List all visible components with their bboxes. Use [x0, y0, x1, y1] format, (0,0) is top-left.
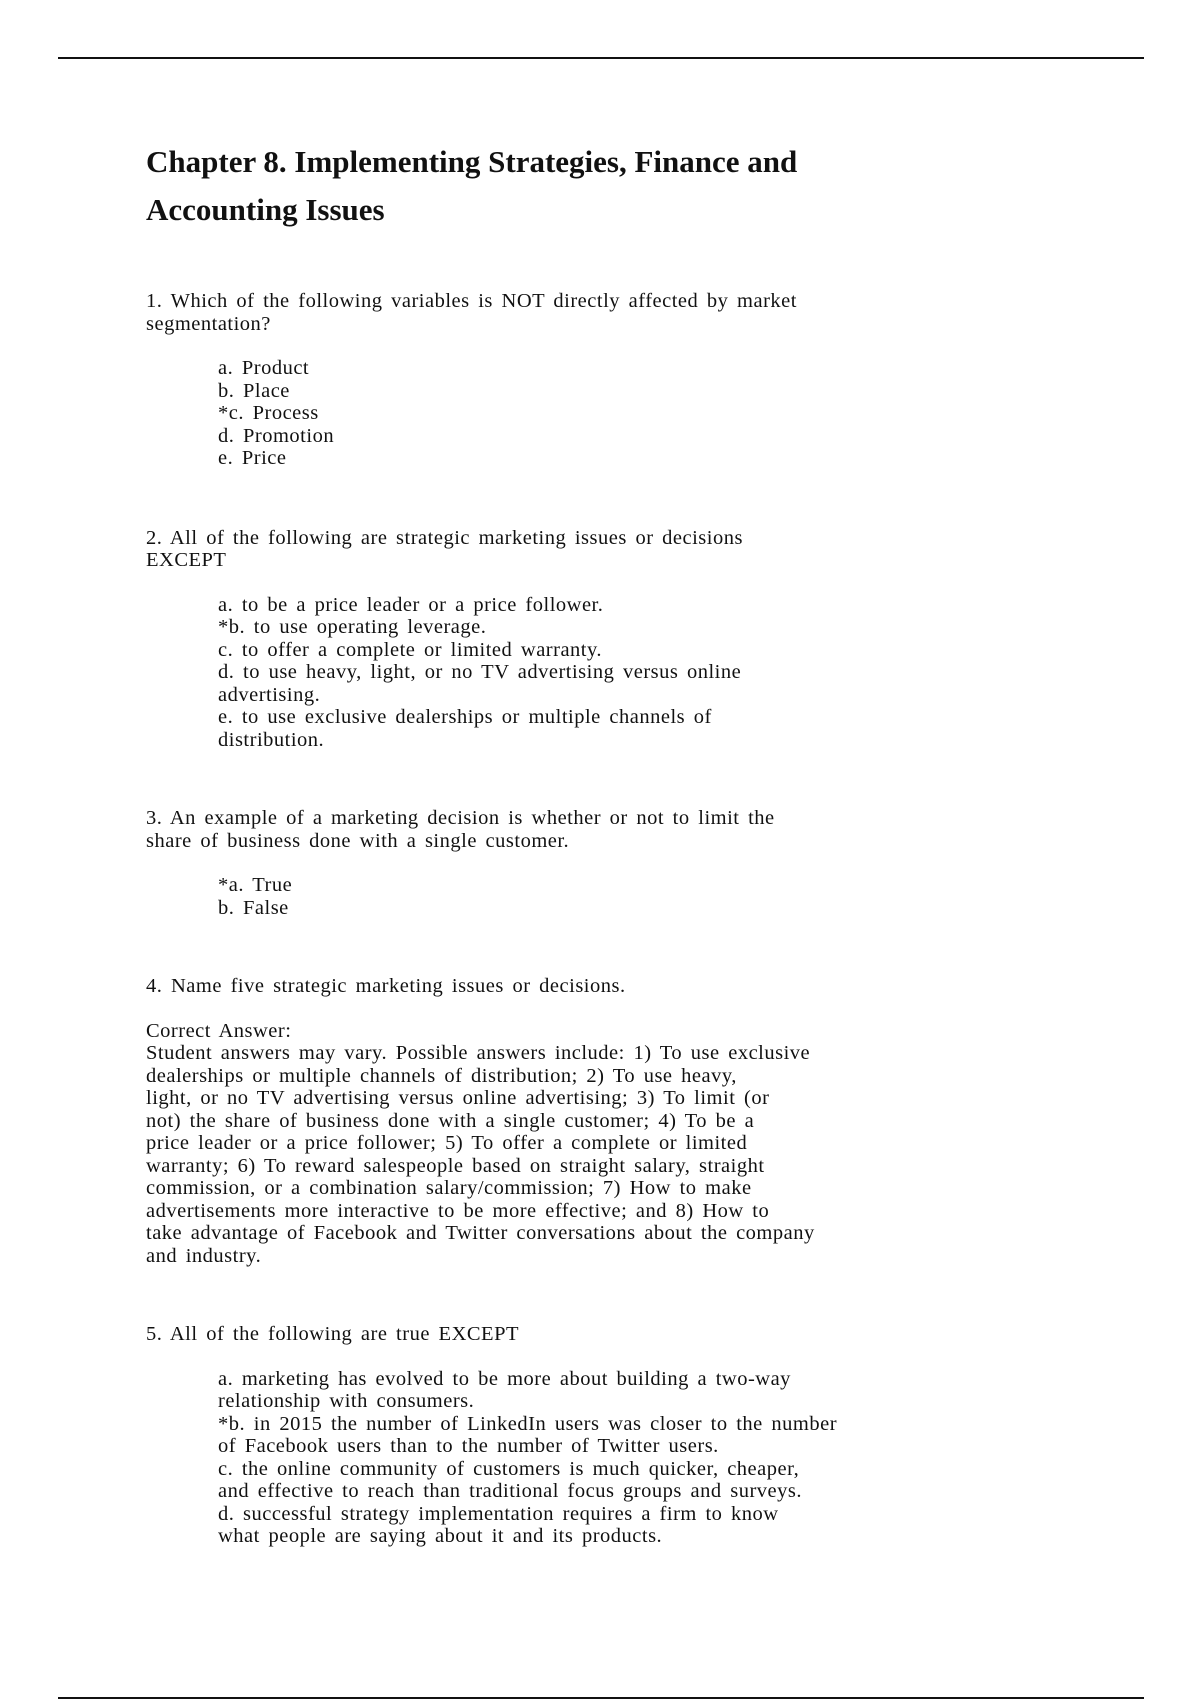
question-1-options: [218, 357, 1016, 470]
question-5-options: [218, 1368, 1016, 1548]
option-b: b. False: [218, 896, 289, 919]
question-1: [146, 290, 1016, 470]
option-c-correct: *c. Process: [218, 402, 319, 424]
question-3-options: [218, 874, 1016, 919]
correct-answer-text: Student answers may vary. Possible answers include: 1) To use exclusive dealerships or multiple channels of distribution; 2) To use heavy, light, or no TV advertising versus online advertising; 3) To limit (or not) the share of business done with a single customer; 4) To be a price leader or a price follower; 5) To offer a complete or limited warranty; 6) To reward salespeople based on straight salary, straight commission, or a combination salary/commission; 7) How to make advertisements more interactive to be more effective; and 8) How to take advantage of Facebook and Twitter conversations about the company and industry.: [146, 1042, 815, 1267]
document-body: [146, 138, 1016, 1548]
chapter-title-line-1: Chapter 8. Implementing Strategies, Finance and: [146, 144, 798, 179]
option-d: d. successful strategy implementation requires a firm to know: [218, 1502, 779, 1525]
option-c: c. to offer a complete or limited warranty.: [218, 638, 603, 661]
option-d-continued: advertising.: [218, 683, 321, 706]
chapter-title: [146, 138, 1016, 234]
option-b-correct: *b. to use operating leverage.: [218, 616, 487, 638]
option-a-correct: *a. True: [218, 874, 293, 896]
option-e: e. Price: [218, 447, 287, 469]
question-4-stem: 4. Name five strategic marketing issues or decisions.: [146, 975, 626, 997]
option-a-continued: relationship with consumers.: [218, 1390, 475, 1412]
question-4: [146, 975, 1016, 1267]
question-2: [146, 527, 1016, 752]
option-d: d. to use heavy, light, or no TV advertising versus online: [218, 661, 742, 683]
option-e: e. to use exclusive dealerships or multiple channels of: [218, 706, 712, 728]
option-c: c. the online community of customers is much quicker, cheaper,: [218, 1457, 800, 1480]
question-2-options: [218, 594, 1016, 752]
option-a: a. marketing has evolved to be more about building a two-way: [218, 1367, 791, 1390]
option-d: d. Promotion: [218, 424, 335, 447]
question-2-stem: 2. All of the following are strategic marketing issues or decisions EXCEPT: [146, 526, 743, 571]
correct-answer-label: Correct Answer:: [146, 1019, 292, 1042]
option-a: a. to be a price leader or a price follower.: [218, 593, 604, 616]
chapter-title-line-2: Accounting Issues: [146, 192, 385, 227]
top-rule: [58, 57, 1144, 59]
option-b-continued: of Facebook users than to the number of Twitter users.: [218, 1435, 719, 1457]
option-e-continued: distribution.: [218, 728, 325, 751]
option-a: a. Product: [218, 357, 310, 379]
option-d-continued: what people are saying about it and its products.: [218, 1525, 663, 1547]
question-3: [146, 807, 1016, 919]
option-b: b. Place: [218, 379, 290, 402]
question-5: [146, 1323, 1016, 1548]
question-5-stem: 5. All of the following are true EXCEPT: [146, 1323, 519, 1345]
option-b-correct: *b. in 2015 the number of LinkedIn users was closer to the number: [218, 1412, 838, 1435]
bottom-rule: [58, 1697, 1144, 1699]
question-3-stem: 3. An example of a marketing decision is whether or not to limit the share of business done with a single customer.: [146, 807, 775, 852]
question-1-stem: 1. Which of the following variables is NOT directly affected by market segmentation?: [146, 290, 797, 335]
option-c-continued: and effective to reach than traditional focus groups and surveys.: [218, 1480, 802, 1502]
